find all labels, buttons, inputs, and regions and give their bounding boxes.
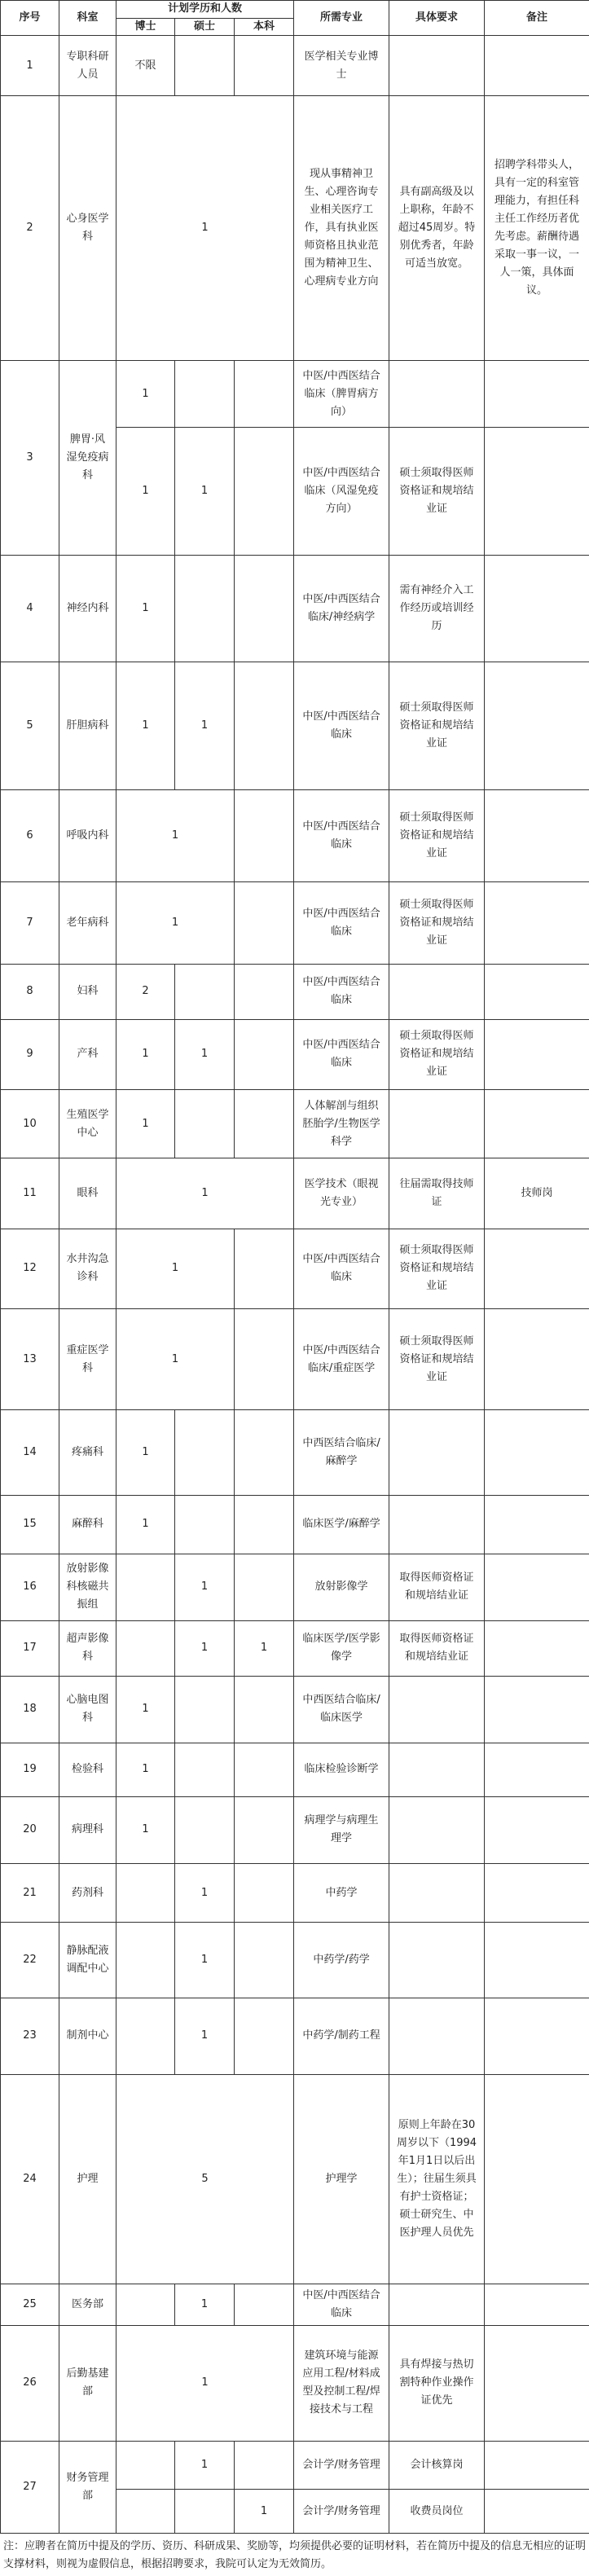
- bachelor-cell: [235, 1089, 294, 1158]
- note-cell: [485, 2284, 589, 2325]
- major-cell: 中医/中西医结合临床/重症医学: [294, 1309, 389, 1409]
- note-cell: [485, 1796, 589, 1863]
- note-cell: [485, 881, 589, 964]
- count-cell: 1: [116, 1309, 235, 1409]
- bachelor-cell: [235, 1864, 294, 1923]
- major-cell: 医学相关专业博士: [294, 36, 389, 96]
- bachelor-cell: [235, 789, 294, 881]
- req-cell: [389, 361, 485, 428]
- master-cell: 1: [175, 1864, 235, 1923]
- table-row: [1, 1923, 589, 1998]
- bachelor-cell: [235, 1923, 294, 1998]
- master-cell: [175, 1676, 235, 1743]
- bachelor-cell: [235, 36, 294, 96]
- dept-cell: 重症医学科: [59, 1309, 116, 1409]
- count-cell: 5: [116, 2075, 294, 2284]
- note-cell: [485, 2490, 589, 2534]
- req-cell: [389, 1089, 485, 1158]
- req-cell: [389, 1495, 485, 1554]
- table-row: [1, 789, 589, 881]
- table-row: [1, 1019, 589, 1089]
- table-row: [1, 361, 589, 428]
- doctor-cell: 1: [116, 1743, 175, 1797]
- note-cell: [485, 1676, 589, 1743]
- doctor-cell: [116, 1620, 175, 1676]
- footer-note: 注：应聘者在简历中提及的学历、资历、科研成果、奖励等，均须提供必要的证明材料，若在简历中提及的信息无相应的证明支撑材料，则视为虚假信息，根据招聘要求，我院可认定为无效简历。: [3, 2540, 587, 2570]
- doctor-cell: 2: [116, 964, 175, 1019]
- req-cell: [389, 1743, 485, 1797]
- bachelor-cell: [235, 1229, 294, 1309]
- master-cell: [175, 1089, 235, 1158]
- note-cell: [485, 1309, 589, 1409]
- major-cell: 现从事精神卫生、心理咨询专业相关医疗工作，具有执业医师资格且执业范围为精神卫生、心理病专业方向: [294, 96, 389, 361]
- table-row: [1, 2284, 589, 2325]
- table-row: [1, 96, 589, 361]
- note-cell: 技师岗: [485, 1158, 589, 1229]
- req-cell: 原则上年龄在30周岁以下（1994年1月1日以后出生）；往届生须具有护士资格证；硕士研究生、中医护理人员优先: [389, 2075, 485, 2284]
- req-cell: [389, 1676, 485, 1743]
- dept-cell: 财务管理部: [59, 2441, 116, 2533]
- dept-cell: 产科: [59, 1019, 116, 1089]
- header-bachelor: 本科: [235, 18, 294, 36]
- doctor-cell: [116, 1923, 175, 1998]
- major-cell: 中医/中西医结合临床: [294, 662, 389, 789]
- master-cell: 1: [175, 1019, 235, 1089]
- dept-cell: 护理: [59, 2075, 116, 2284]
- req-cell: 会计核算岗: [389, 2441, 485, 2490]
- header-doctor: 博士: [116, 18, 175, 36]
- master-cell: 1: [175, 1554, 235, 1620]
- master-cell: [175, 2490, 235, 2534]
- bachelor-cell: [235, 2441, 294, 2490]
- major-cell: 中医/中西医结合临床: [294, 789, 389, 881]
- doctor-cell: 不限: [116, 36, 175, 96]
- table-row: [1, 1495, 589, 1554]
- master-cell: [175, 1743, 235, 1797]
- count-cell: 1: [116, 2325, 294, 2441]
- major-cell: 中医/中西医结合临床/神经病学: [294, 555, 389, 662]
- master-cell: [175, 1409, 235, 1495]
- bachelor-cell: [235, 2284, 294, 2325]
- header-master: 硕士: [175, 18, 235, 36]
- seq-cell: 1: [1, 36, 59, 96]
- note-cell: [485, 1089, 589, 1158]
- master-cell: 1: [175, 428, 235, 555]
- master-cell: 1: [175, 2441, 235, 2490]
- major-cell: 临床医学/麻醉学: [294, 1495, 389, 1554]
- dept-cell: 超声影像科: [59, 1620, 116, 1676]
- count-cell: 1: [116, 1229, 235, 1309]
- seq-cell: 12: [1, 1229, 59, 1309]
- table-row: [1, 1620, 589, 1676]
- doctor-cell: 1: [116, 1796, 175, 1863]
- dept-cell: 检验科: [59, 1743, 116, 1797]
- bachelor-cell: [235, 1676, 294, 1743]
- req-cell: [389, 2284, 485, 2325]
- bachelor-cell: [235, 555, 294, 662]
- master-cell: [175, 361, 235, 428]
- header-seq: 序号: [1, 1, 59, 36]
- dept-cell: 心脑电图科: [59, 1676, 116, 1743]
- dept-cell: 水井沟急诊科: [59, 1229, 116, 1309]
- req-cell: 取得医师资格证和规培结业证: [389, 1620, 485, 1676]
- req-cell: [389, 36, 485, 96]
- count-cell: 1: [116, 1158, 294, 1229]
- master-cell: 1: [175, 1998, 235, 2075]
- bachelor-cell: [235, 1998, 294, 2075]
- note-cell: [485, 2075, 589, 2284]
- note-cell: [485, 789, 589, 881]
- req-cell: 具有副高级及以上职称，年龄不超过45周岁。特别优秀者，年龄可适当放宽。: [389, 96, 485, 361]
- seq-cell: 17: [1, 1620, 59, 1676]
- master-cell: [175, 1495, 235, 1554]
- bachelor-cell: [235, 428, 294, 555]
- dept-cell: 心身医学科: [59, 96, 116, 361]
- dept-cell: 后勤基建部: [59, 2325, 116, 2441]
- major-cell: 临床医学/医学影像学: [294, 1620, 389, 1676]
- seq-cell: 27: [1, 2441, 59, 2533]
- req-cell: 具有焊接与热切割特种作业操作证优先: [389, 2325, 485, 2441]
- table-row: [1, 1089, 589, 1158]
- seq-cell: 20: [1, 1796, 59, 1863]
- table-row: [1, 2075, 589, 2284]
- seq-cell: 9: [1, 1019, 59, 1089]
- table-row: [1, 2441, 589, 2490]
- bachelor-cell: 1: [235, 2490, 294, 2534]
- table-row: [1, 2325, 589, 2441]
- table-row: [1, 36, 589, 96]
- bachelor-cell: [235, 662, 294, 789]
- req-cell: [389, 1409, 485, 1495]
- dept-cell: 生殖医学中心: [59, 1089, 116, 1158]
- req-cell: 硕士须取得医师资格证和规培结业证: [389, 662, 485, 789]
- seq-cell: 15: [1, 1495, 59, 1554]
- dept-cell: 疼痛科: [59, 1409, 116, 1495]
- table-row: [1, 1796, 589, 1863]
- doctor-cell: [116, 2441, 175, 2490]
- seq-cell: 2: [1, 96, 59, 361]
- note-cell: [485, 1409, 589, 1495]
- note-cell: [485, 2441, 589, 2490]
- bachelor-cell: [235, 1743, 294, 1797]
- dept-cell: 呼吸内科: [59, 789, 116, 881]
- major-cell: 中西医结合临床/麻醉学: [294, 1409, 389, 1495]
- doctor-cell: 1: [116, 555, 175, 662]
- major-cell: 会计学/财务管理: [294, 2441, 389, 2490]
- doctor-cell: 1: [116, 662, 175, 789]
- major-cell: 中医/中西医结合临床（脾胃病方向）: [294, 361, 389, 428]
- count-cell: 1: [116, 96, 294, 361]
- major-cell: 放射影像学: [294, 1554, 389, 1620]
- dept-cell: 老年病科: [59, 881, 116, 964]
- major-cell: 病理学与病理生理学: [294, 1796, 389, 1863]
- header-row: [1, 1, 589, 19]
- master-cell: [175, 36, 235, 96]
- table-row: [1, 964, 589, 1019]
- table-row: [1, 1554, 589, 1620]
- req-cell: 往届需取得技师证: [389, 1158, 485, 1229]
- major-cell: 护理学: [294, 2075, 389, 2284]
- master-cell: 1: [175, 662, 235, 789]
- seq-cell: 22: [1, 1923, 59, 1998]
- table-row: [1, 1743, 589, 1797]
- seq-cell: 6: [1, 789, 59, 881]
- note-cell: [485, 1554, 589, 1620]
- header-dept: 科室: [59, 1, 116, 36]
- doctor-cell: [116, 2490, 175, 2534]
- note-cell: [485, 36, 589, 96]
- seq-cell: 4: [1, 555, 59, 662]
- seq-cell: 16: [1, 1554, 59, 1620]
- note-cell: [485, 662, 589, 789]
- seq-cell: 13: [1, 1309, 59, 1409]
- note-cell: [485, 1495, 589, 1554]
- table-row: [1, 1229, 589, 1309]
- major-cell: 中医/中西医结合临床: [294, 881, 389, 964]
- bachelor-cell: [235, 964, 294, 1019]
- master-cell: [175, 1796, 235, 1863]
- req-cell: 硕士须取得医师资格证和规培结业证: [389, 1019, 485, 1089]
- major-cell: 医学技术（眼视光专业）: [294, 1158, 389, 1229]
- note-cell: [485, 361, 589, 428]
- dept-cell: 药剂科: [59, 1864, 116, 1923]
- note-cell: [485, 1229, 589, 1309]
- note-cell: [485, 555, 589, 662]
- seq-cell: 24: [1, 2075, 59, 2284]
- note-cell: [485, 1620, 589, 1676]
- table-row: [1, 1998, 589, 2075]
- major-cell: 中医/中西医结合临床: [294, 2284, 389, 2325]
- major-cell: 中药学/制药工程: [294, 1998, 389, 2075]
- header-note: 备注: [485, 1, 589, 36]
- dept-cell: 妇科: [59, 964, 116, 1019]
- seq-cell: 26: [1, 2325, 59, 2441]
- doctor-cell: [116, 1554, 175, 1620]
- doctor-cell: 1: [116, 428, 175, 555]
- master-cell: [175, 964, 235, 1019]
- header-major: 所需专业: [294, 1, 389, 36]
- bachelor-cell: [235, 361, 294, 428]
- count-cell: 1: [116, 881, 235, 964]
- dept-cell: 专职科研人员: [59, 36, 116, 96]
- note-cell: [485, 1743, 589, 1797]
- doctor-cell: 1: [116, 1409, 175, 1495]
- major-cell: 中医/中西医结合临床: [294, 1019, 389, 1089]
- req-cell: 取得医师资格证和规培结业证: [389, 1554, 485, 1620]
- master-cell: 1: [175, 1923, 235, 1998]
- note-cell: [485, 1998, 589, 2075]
- req-cell: [389, 1864, 485, 1923]
- bachelor-cell: [235, 1019, 294, 1089]
- seq-cell: 14: [1, 1409, 59, 1495]
- table-row: [1, 662, 589, 789]
- major-cell: 中医/中西医结合临床（风湿免疫方向）: [294, 428, 389, 555]
- req-cell: [389, 1796, 485, 1863]
- doctor-cell: 1: [116, 1089, 175, 1158]
- bachelor-cell: [235, 1309, 294, 1409]
- note-cell: [485, 2325, 589, 2441]
- doctor-cell: 1: [116, 361, 175, 428]
- table-row: [1, 1309, 589, 1409]
- major-cell: 中医/中西医结合临床: [294, 964, 389, 1019]
- seq-cell: 7: [1, 881, 59, 964]
- table-row: [1, 1158, 589, 1229]
- major-cell: 中医/中西医结合临床: [294, 1229, 389, 1309]
- doctor-cell: 1: [116, 1676, 175, 1743]
- dept-cell: 眼科: [59, 1158, 116, 1229]
- table-row: [1, 881, 589, 964]
- header-plan: 计划学历和人数: [116, 1, 294, 19]
- table-row: [1, 555, 589, 662]
- seq-cell: 21: [1, 1864, 59, 1923]
- major-cell: 中药学/药学: [294, 1923, 389, 1998]
- bachelor-cell: [235, 1796, 294, 1863]
- table-row: [1, 1676, 589, 1743]
- note-cell: [485, 428, 589, 555]
- seq-cell: 10: [1, 1089, 59, 1158]
- req-cell: [389, 1998, 485, 2075]
- dept-cell: 肝胆病科: [59, 662, 116, 789]
- seq-cell: 8: [1, 964, 59, 1019]
- doctor-cell: [116, 1864, 175, 1923]
- seq-cell: 11: [1, 1158, 59, 1229]
- req-cell: [389, 964, 485, 1019]
- table-row: [1, 1409, 589, 1495]
- dept-cell: 静脉配液调配中心: [59, 1923, 116, 1998]
- seq-cell: 3: [1, 361, 59, 556]
- note-cell: [485, 1864, 589, 1923]
- master-cell: 1: [175, 1620, 235, 1676]
- seq-cell: 23: [1, 1998, 59, 2075]
- master-cell: 1: [175, 2284, 235, 2325]
- dept-cell: 神经内科: [59, 555, 116, 662]
- dept-cell: 病理科: [59, 1796, 116, 1863]
- req-cell: 需有神经介入工作经历或培训经历: [389, 555, 485, 662]
- major-cell: 会计学/财务管理: [294, 2490, 389, 2534]
- major-cell: 人体解剖与组织胚胎学/生物医学科学: [294, 1089, 389, 1158]
- note-cell: [485, 964, 589, 1019]
- header-req: 具体要求: [389, 1, 485, 36]
- dept-cell: 医务部: [59, 2284, 116, 2325]
- bachelor-cell: 1: [235, 1620, 294, 1676]
- note-cell: [485, 1923, 589, 1998]
- doctor-cell: [116, 1998, 175, 2075]
- doctor-cell: [116, 2284, 175, 2325]
- req-cell: 硕士须取得医师资格证和规培结业证: [389, 1309, 485, 1409]
- count-cell: 1: [116, 789, 235, 881]
- note-cell: 招聘学科带头人，具有一定的科室管理能力，有担任科主任工作经历者优先考虑。薪酬待遇采取一事一议，一人一策，具体面议。: [485, 96, 589, 361]
- seq-cell: 5: [1, 662, 59, 789]
- dept-cell: 脾胃·风湿免疫病科: [59, 361, 116, 556]
- req-cell: 收费员岗位: [389, 2490, 485, 2534]
- major-cell: 中西医结合临床/临床医学: [294, 1676, 389, 1743]
- major-cell: 临床检验诊断学: [294, 1743, 389, 1797]
- req-cell: 硕士须取得医师资格证和规培结业证: [389, 1229, 485, 1309]
- dept-cell: 麻醉科: [59, 1495, 116, 1554]
- req-cell: 硕士须取得医师资格证和规培结业证: [389, 789, 485, 881]
- seq-cell: 25: [1, 2284, 59, 2325]
- req-cell: [389, 1923, 485, 1998]
- doctor-cell: 1: [116, 1495, 175, 1554]
- seq-cell: 19: [1, 1743, 59, 1797]
- req-cell: 硕士须取得医师资格证和规培结业证: [389, 428, 485, 555]
- bachelor-cell: [235, 1554, 294, 1620]
- bachelor-cell: [235, 1495, 294, 1554]
- bachelor-cell: [235, 881, 294, 964]
- req-cell: 硕士须取得医师资格证和规培结业证: [389, 881, 485, 964]
- doctor-cell: 1: [116, 1019, 175, 1089]
- seq-cell: 18: [1, 1676, 59, 1743]
- note-cell: [485, 1019, 589, 1089]
- master-cell: [175, 555, 235, 662]
- table-row: [1, 1864, 589, 1923]
- bachelor-cell: [235, 1409, 294, 1495]
- dept-cell: 放射影像科核磁共振组: [59, 1554, 116, 1620]
- major-cell: 建筑环境与能源应用工程/材料成型及控制工程/焊接技术与工程: [294, 2325, 389, 2441]
- dept-cell: 制剂中心: [59, 1998, 116, 2075]
- major-cell: 中药学: [294, 1864, 389, 1923]
